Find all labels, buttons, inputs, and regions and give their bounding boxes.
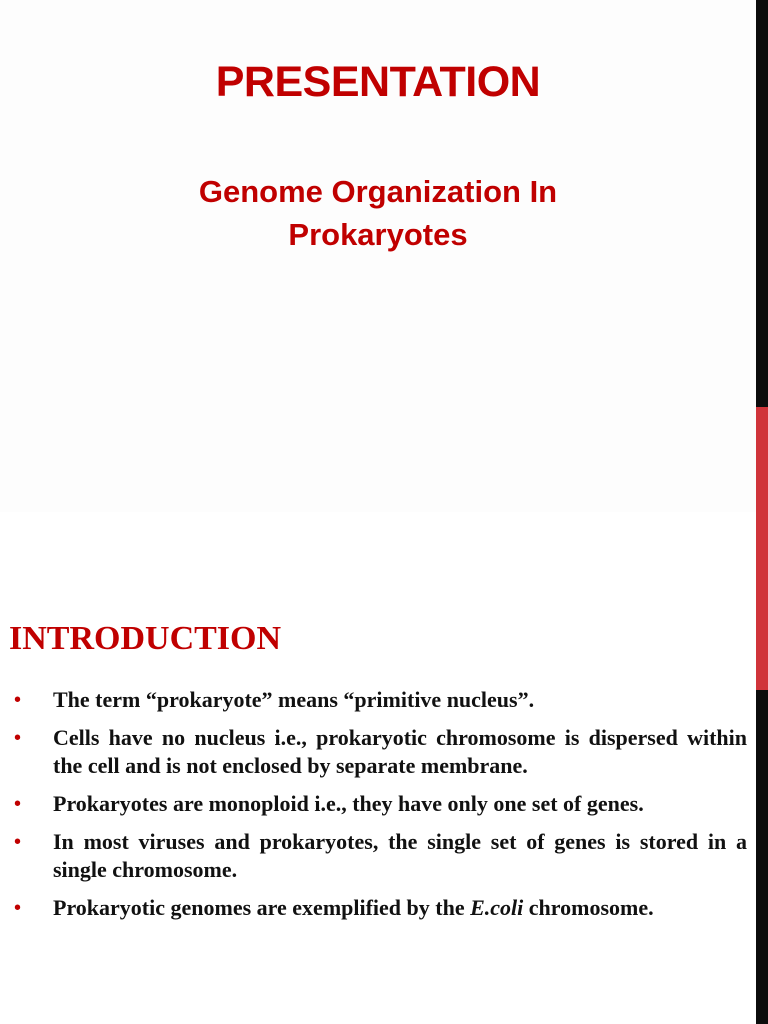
bullet-text: Cells have no nucleus i.e., prokaryotic chromosome is dispersed within the cell and is not enclosed by separate membrane. (53, 725, 747, 778)
presentation-subtitle: Genome Organization In Prokaryotes (198, 174, 558, 252)
bullet-icon: • (14, 727, 22, 749)
bullet-item (14, 724, 747, 780)
slide-edge-accent (756, 407, 768, 690)
introduction-heading: INTRODUCTION (9, 620, 282, 657)
slide-introduction (0, 512, 756, 1024)
bullet-text-after: chromosome. (523, 895, 654, 920)
bullet-text: The term “prokaryote” means “primitive nucleus”. (53, 687, 535, 712)
bullet-list (14, 686, 747, 932)
bullet-icon: • (14, 793, 22, 815)
bullet-icon: • (14, 831, 22, 853)
presentation-title: PRESENTATION (215, 58, 541, 106)
slide-title (0, 0, 756, 512)
bullet-item (14, 790, 747, 818)
bullet-item (14, 686, 747, 714)
bullet-text: In most viruses and prokaryotes, the single set of genes is stored in a single chromosome. (53, 829, 747, 882)
bullet-text-italic: E.coli (470, 895, 524, 920)
bullet-icon: • (14, 897, 22, 919)
bullet-item (14, 828, 747, 884)
bullet-text-before: Prokaryotic genomes are exemplified by the (53, 895, 471, 920)
bullet-item (14, 894, 747, 922)
bullet-text: Prokaryotes are monoploid i.e., they have only one set of genes. (53, 791, 644, 816)
bullet-icon: • (14, 689, 22, 711)
